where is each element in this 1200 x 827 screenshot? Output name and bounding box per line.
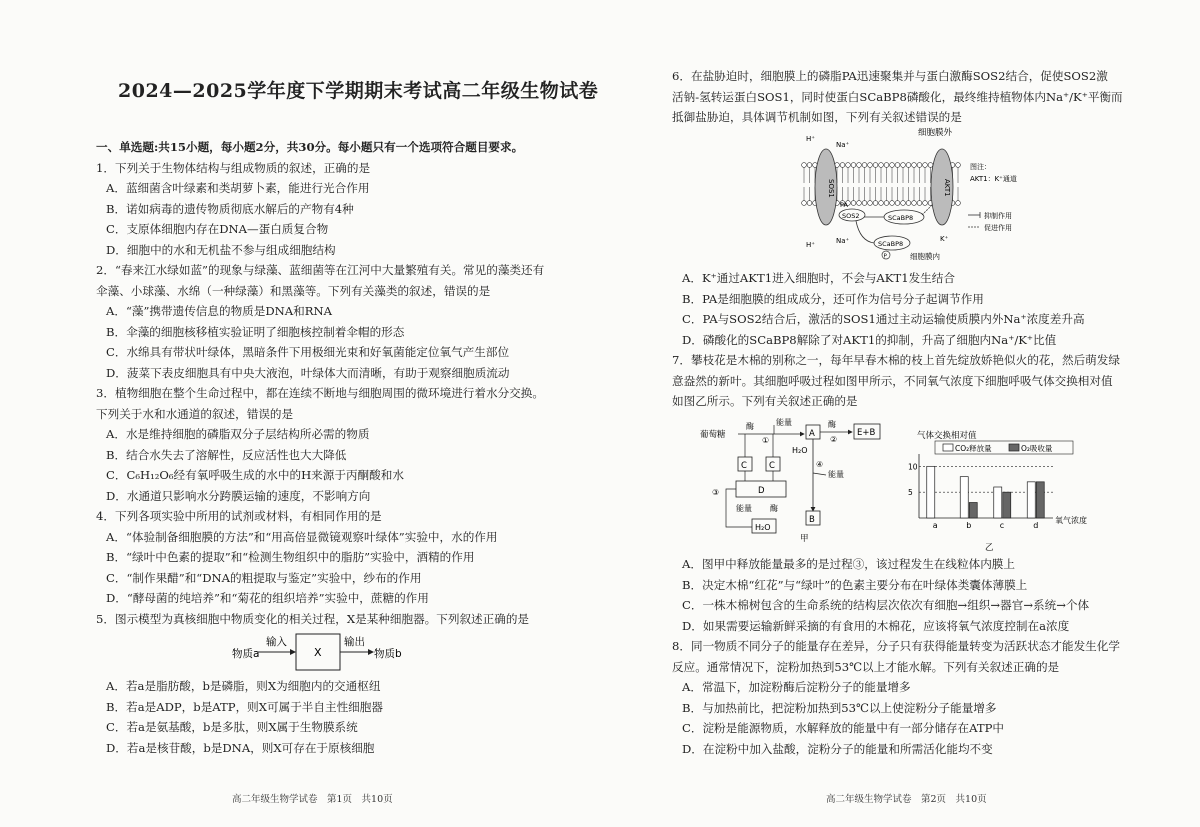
scabp8-inhibit-line: [922, 205, 932, 215]
q4-option-d: D．“酵母菌的纯培养”和“菊花的组织培养”实验中，蔗糖的作用: [106, 591, 429, 605]
q4-option-c: C．“制作果醋”和“DNA的粗提取与鉴定”实验中，纱布的作用: [106, 570, 422, 585]
lipid-head-outer: [895, 163, 900, 168]
lipid-head-outer: [873, 163, 878, 168]
energy-label-1: 能量: [776, 418, 792, 427]
lipid-head-inner: [912, 201, 917, 206]
lipid-head-inner: [807, 201, 812, 206]
lipid-head-inner: [895, 201, 900, 206]
lipid-head-inner: [862, 201, 867, 206]
node-h2o-label: H₂O: [755, 523, 771, 532]
q8-option-d: D．在淀粉中加入盐酸，淀粉分子的能量和所需活化能均不变: [682, 741, 993, 756]
node-d-label: D: [758, 486, 765, 496]
legend-co2-label: CO₂释放量: [955, 444, 992, 453]
legend-inhibit: 抑制作用: [984, 212, 1012, 220]
q1-option-c: C．支原体细胞内存在DNA—蛋白质复合物: [106, 222, 329, 236]
h-ion-inside: H⁺: [806, 241, 815, 249]
q5-option-c: C．若a是氨基酸，b是多肽，则X属于生物膜系统: [106, 720, 358, 734]
q8-option-b: B．与加热前比，把淀粉加热到53℃以上使淀粉分子能量增多: [682, 700, 997, 715]
sos1-label: SOS1: [827, 179, 835, 198]
lipid-head-outer: [884, 163, 889, 168]
diagram-a-caption: 甲: [800, 534, 809, 544]
q7-q8-text: [672, 554, 1176, 759]
q7-respiration-diagram: [700, 415, 900, 545]
lipid-head-outer: [879, 163, 884, 168]
legend-title: 图注：: [970, 163, 991, 171]
scabp8-label: SCaBP8: [888, 214, 914, 222]
h-ion-outside: H⁺: [806, 135, 815, 143]
q6-stem-1: 6．在盐胁迫时，细胞膜上的磷脂PA迅速聚集并与蛋白激酶SOS2结合，促使SOS2激: [672, 69, 1108, 83]
sos2-label: SOS2: [842, 212, 860, 220]
phosphate-label: P: [883, 253, 887, 260]
q6-inside-label: 细胞膜内: [910, 252, 940, 261]
q6-option-d: D．磷酸化的SCaBP8解除了对AKT1的抑制，升高了细胞内Na⁺/K⁺比值: [682, 332, 1057, 347]
na-ion-inside: Na⁺: [836, 237, 850, 245]
lipid-head-outer: [917, 163, 922, 168]
q2-stem-2: 伞藻、小球藻、水绵（一种绿藻）和黑藻等。下列有关藻类的叙述，错误的是: [96, 283, 491, 298]
bar-d-co2: [1027, 482, 1035, 518]
bar-c-o2: [1003, 492, 1011, 518]
q2-stem-1: 2．“春来江水绿如蓝”的现象与绿藻、蓝细菌等在江河中大量繁殖有关。常见的藻类还有: [96, 263, 545, 277]
lipid-head-inner: [857, 201, 862, 206]
q6-q7-text: [672, 268, 1176, 412]
q5-option-b: B．若a是ADP，b是ATP，则X可属于半自主性细胞器: [106, 699, 383, 714]
q7-gas-exchange-chart: [905, 428, 1095, 556]
lipid-head-inner: [802, 201, 807, 206]
k-ion-inside: K⁺: [940, 235, 949, 243]
enzyme-label-1: 酶: [746, 422, 754, 431]
q3-option-a: A．水是维持细胞的磷脂双分子层结构所必需的物质: [106, 427, 370, 441]
lipid-head-outer: [807, 163, 812, 168]
q4-option-a: A．“体验制备细胞膜的方法”和“用高倍显微镜观察叶绿体”实验中，水的作用: [106, 529, 498, 544]
q5-organelle-label: X: [314, 646, 322, 659]
q1-option-b: B．诺如病毒的遗传物质彻底水解后的产物有4种: [106, 201, 354, 216]
q2-option-b: B．伞藻的细胞核移植实验证明了细胞核控制着伞帽的形态: [106, 324, 405, 339]
na-ion-outside: Na⁺: [836, 141, 850, 149]
bar-d-o2: [1036, 482, 1044, 518]
footer-right: 高二年级生物学试卷 第2页 共10页: [826, 794, 987, 805]
lipid-head-inner: [879, 201, 884, 206]
lipid-head-inner: [923, 201, 928, 206]
q5-stem: 5．图示模型为真核细胞中物质变化的相关过程，X是某种细胞器。下列叙述正确的是: [96, 611, 530, 626]
lipid-head-outer: [851, 163, 856, 168]
lipid-head-inner: [868, 201, 873, 206]
step-1-label: ①: [762, 436, 770, 445]
lipid-head-inner: [873, 201, 878, 206]
pa-label: PA: [840, 201, 848, 209]
q7-option-b: B．决定木棉“红花”与“绿叶”的色素主要分布在叶绿体类囊体薄膜上: [682, 577, 1028, 592]
q4-option-b: B．“绿叶中色素的提取”和“检测生物组织中的脂肪”实验中，酒精的作用: [106, 550, 475, 564]
lipid-head-inner: [917, 201, 922, 206]
enzyme-label-3: 酶: [770, 504, 778, 513]
scabp8p-label: SCaBP8: [878, 240, 904, 248]
q5-process-diagram: [230, 630, 410, 674]
energy-label-3: 能量: [736, 504, 752, 513]
q8-stem-2: 反应。通常情况下，淀粉加热到53℃以上才能水解。下列有关叙述正确的是: [672, 659, 1060, 674]
energy-line-2: [813, 473, 826, 475]
lipid-head-inner: [890, 201, 895, 206]
sos2-phosphorylation-arrow: [856, 221, 874, 243]
q5-output-text: 输出: [344, 636, 365, 648]
q6-option-c: C．PA与SOS2结合后，激活的SOS1通过主动运输使质膜内外Na⁺浓度差升高: [682, 312, 1085, 326]
bar-b-co2: [960, 477, 968, 518]
lipid-head-outer: [912, 163, 917, 168]
x-tick-label: a: [932, 521, 938, 530]
step-3-label: ③: [712, 488, 720, 497]
lipid-head-outer: [890, 163, 895, 168]
lipid-head-inner: [906, 201, 911, 206]
q4-stem: 4．下列各项实验中所用的试剂或材料，有相同作用的是: [96, 509, 382, 523]
q7-option-c: C．一株木棉树包含的生命系统的结构层次依次有细胞→组织→器官→系统→个体: [682, 598, 1090, 612]
q6-option-a: A．K⁺通过AKT1进入细胞时，不会与AKT1发生结合: [682, 271, 955, 285]
q6-stem-2: 活钠-氢转运蛋白SOS1，同时使蛋白SCaBP8磷酸化，最终维持植物体内Na⁺/K⁺平衡而: [672, 89, 1123, 104]
section-heading: 一、单选题:共15小题，每小题2分，共30分。每小题只有一个选项符合题目要求。: [96, 140, 524, 154]
lipid-head-outer: [857, 163, 862, 168]
q2-option-d: D．菠菜下表皮细胞具有中央大液泡，叶绿体大而清晰，有助于观察细胞质流动: [106, 365, 510, 380]
chart-title: 气体交换相对值: [917, 431, 977, 441]
q5-output-label: 物质b: [374, 648, 402, 660]
footer-left: 高二年级生物学试卷 第1页 共10页: [232, 794, 393, 805]
lipid-head-outer: [901, 163, 906, 168]
legend-promote: 促进作用: [984, 224, 1012, 232]
q1-option-d: D．细胞中的水和无机盐不参与组成细胞结构: [106, 242, 336, 257]
lipid-head-outer: [956, 163, 961, 168]
q5-input-arrowhead: [290, 649, 296, 655]
q3-stem-2: 下列关于水和水通道的叙述，错误的是: [96, 406, 294, 421]
q5-option-d: D．若a是核苷酸，b是DNA，则X可存在于原核细胞: [106, 740, 375, 755]
legend-o2-swatch: [1009, 444, 1019, 451]
lipid-head-outer: [868, 163, 873, 168]
q5-input-label: 物质a: [232, 648, 260, 660]
q2-option-c: C．水绵具有带状叶绿体，黑暗条件下用极细光束和好氧菌能定位氧气产生部位: [106, 345, 510, 359]
x-tick-label: c: [999, 521, 1005, 530]
q1-stem: 1．下列关于生物体结构与组成物质的叙述，正确的是: [96, 160, 371, 175]
legend-akt1: AKT1：K⁺通道: [970, 175, 1017, 183]
node-a-label: A: [809, 429, 815, 439]
q6-stem: [672, 66, 1176, 128]
x-tick-label: d: [1033, 521, 1039, 530]
x-tick-label: b: [966, 521, 972, 530]
node-c2-label: C: [769, 461, 775, 471]
q5-option-a: A．若a是脂肪酸，b是磷脂，则X为细胞内的交通枢纽: [106, 679, 381, 693]
chart-marks: [908, 454, 1053, 530]
step-2-label: ②: [830, 435, 838, 444]
energy-label-2: 能量: [828, 470, 844, 479]
lipid-head-outer: [923, 163, 928, 168]
q2-option-a: A．“藻”携带遗传信息的物质是DNA和RNA: [106, 304, 333, 318]
q6-membrane-diagram: [800, 125, 1050, 265]
chart-xlabel: 氧气浓度: [1055, 516, 1087, 525]
lipid-head-inner: [956, 201, 961, 206]
q3-option-c: C．C₆H₁₂O₆经有氧呼吸生成的水中的H来源于丙酮酸和水: [106, 468, 404, 482]
q3-stem-1: 3．植物细胞在整个生命过程中，都在连续不断地与细胞周围的微环境进行着水分交换。: [96, 386, 544, 400]
h2o-label: H₂O: [792, 446, 808, 455]
q3-option-d: D．水通道只影响水分跨膜运输的速度，不影响方向: [106, 488, 371, 503]
page-title: 2024—2025学年度下学期期末考试高二年级生物试卷: [118, 80, 599, 102]
chart-caption: 乙: [985, 543, 994, 553]
node-eb-label: E+B: [857, 428, 876, 438]
enzyme-label-2: 酶: [828, 420, 836, 429]
q6-outside-label: 细胞膜外: [918, 128, 953, 138]
lipid-head-outer: [846, 163, 851, 168]
lipid-head-inner: [851, 201, 856, 206]
bar-a-co2: [927, 466, 935, 518]
lipid-head-outer: [906, 163, 911, 168]
y-tick-label: 5: [908, 488, 913, 498]
glucose-label: 葡萄糖: [700, 430, 726, 440]
lipid-head-outer: [802, 163, 807, 168]
bar-b-o2: [969, 503, 977, 519]
legend-o2-label: O₂吸收量: [1021, 444, 1053, 453]
akt1-label: AKT1: [943, 179, 951, 197]
q6-option-b: B．PA是细胞膜的组成成分，还可作为信号分子起调节作用: [682, 291, 984, 306]
node-b-label: B: [809, 515, 815, 525]
step-4-label: ④: [816, 460, 824, 469]
lipid-head-outer: [928, 163, 933, 168]
q6-stem-3: 抵御盐胁迫，具体调节机制如图，下列有关叙述错误的是: [672, 110, 962, 124]
q7-option-a: A．图甲中释放能量最多的是过程③，该过程发生在线粒体内膜上: [682, 557, 1015, 571]
q8-option-c: C．淀粉是能源物质，水解释放的能量中有一部分储存在ATP中: [682, 721, 1004, 735]
lipid-head-inner: [884, 201, 889, 206]
lipid-head-outer: [862, 163, 867, 168]
q7-option-d: D．如果需要运输新鲜采摘的有食用的木棉花，应该将氧气浓度控制在a浓度: [682, 618, 1070, 633]
lipid-head-inner: [901, 201, 906, 206]
q8-stem-1: 8．同一物质不同分子的能量存在差异，分子只有获得能量转变为活跃状态才能发生化学: [672, 639, 1120, 653]
legend-co2-swatch: [943, 444, 953, 451]
lipid-head-outer: [840, 163, 845, 168]
y-tick-label: 10: [908, 462, 918, 472]
q1-option-a: A．蓝细菌含叶绿素和类胡萝卜素，能进行光合作用: [106, 181, 370, 195]
q5-input-text: 输入: [266, 636, 287, 648]
bar-c-co2: [994, 487, 1002, 518]
q8-option-a: A．常温下，加淀粉酶后淀粉分子的能量增多: [682, 680, 911, 694]
q7-stem-3: 如图乙所示。下列有关叙述正确的是: [672, 394, 858, 408]
node-c1-label: C: [741, 461, 747, 471]
q7-stem-1: 7．攀枝花是木棉的别称之一，每年早春木棉的枝上首先绽放娇艳似火的花，然后萌发绿: [672, 353, 1120, 367]
q7-stem-2: 意盎然的新叶。其细胞呼吸过程如图甲所示，不同氧气浓度下细胞呼吸气体交换相对值: [672, 373, 1113, 388]
q3-option-b: B．结合水失去了溶解性，反应活性也大大降低: [106, 447, 347, 462]
